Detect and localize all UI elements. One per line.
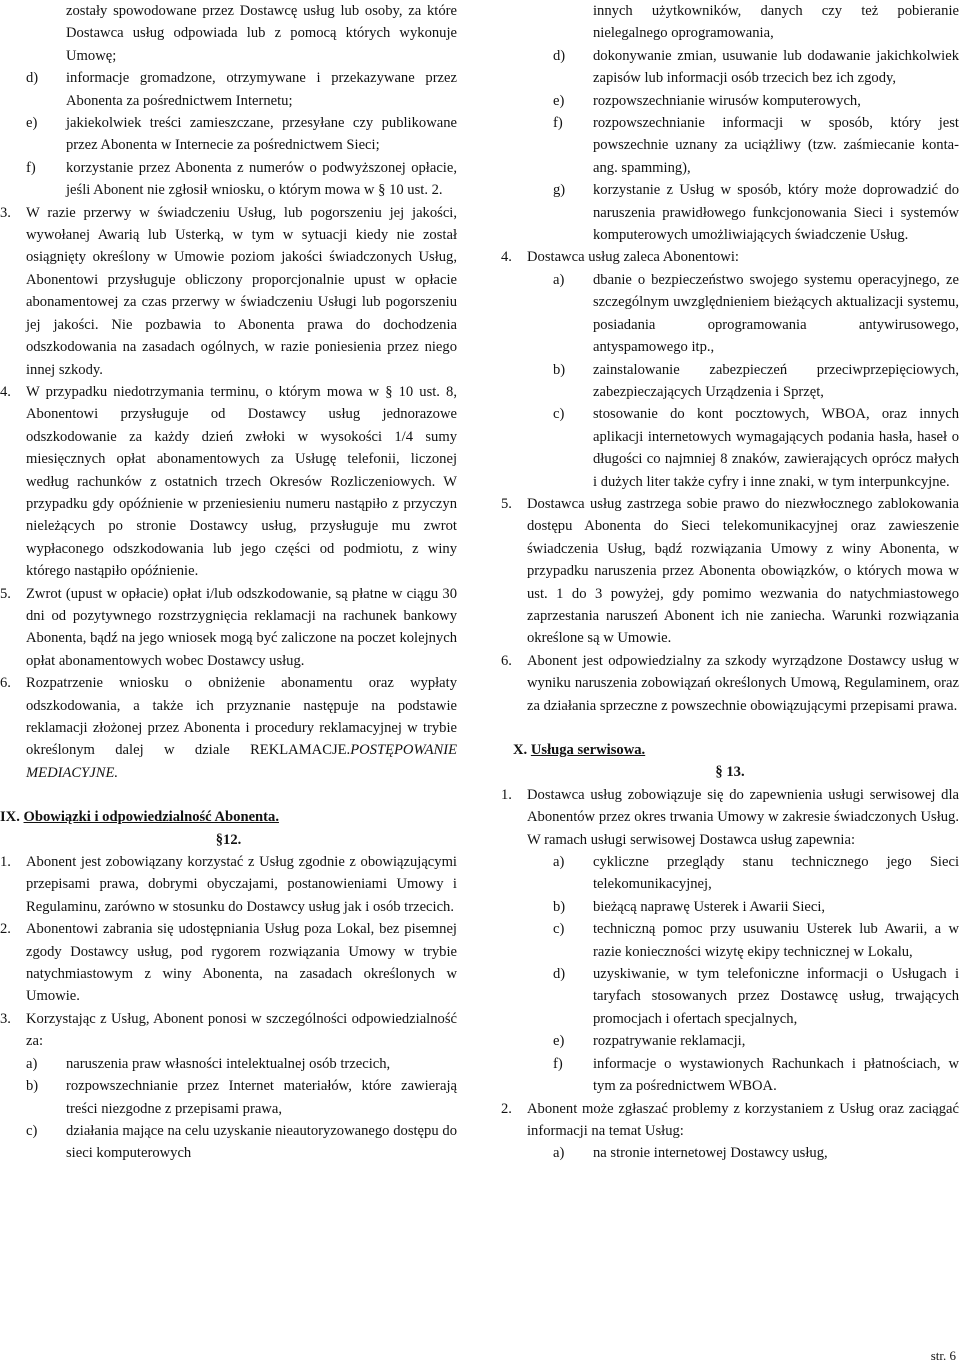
item-number: 3. — [0, 1010, 11, 1027]
item-text: Abonent jest zobowiązany korzystać z Usług zgodnie z obowiązującymi przepisami prawa, dobrymi obyczajami, postanowieniami Umowy i Regulaminu, zarówno w stosunku do Dostawcy usług jak i osób trzecich. — [26, 854, 457, 915]
sub-text: bieżącą naprawę Usterek i Awarii Sieci, — [593, 898, 826, 915]
sub-label: d) — [553, 47, 566, 64]
paragraph-number: § 13. — [715, 764, 745, 781]
item-number: 1. — [0, 854, 11, 871]
sub-label: c) — [553, 406, 565, 423]
list-item — [0, 583, 457, 673]
sub-item — [553, 403, 959, 493]
item-text: Korzystając z Usług, Abonent ponosi w szczególności odpowiedzialność za: — [26, 1010, 457, 1050]
item-number: 2. — [501, 1100, 512, 1117]
item-text: Abonent jest odpowiedzialny za szkody wyrządzone Dostawcy usług w wyniku naruszenia zobowiązań określonych Umową, Regulaminem, oraz za działania sprzeczne z powszechnie obowiązującymi przepisami prawa. — [527, 652, 959, 714]
sub-label: d) — [553, 966, 566, 983]
section-heading — [501, 739, 959, 761]
sub-item — [26, 1053, 457, 1075]
list-item — [0, 1008, 457, 1053]
sub-label: c) — [26, 1122, 38, 1139]
sub-label: a) — [26, 1055, 38, 1072]
sub-item — [553, 1053, 959, 1098]
page-number: str. 6 — [930, 1347, 956, 1363]
list-item — [0, 672, 457, 784]
list-item — [0, 851, 457, 918]
section-title: Obowiązki i odpowiedzialność Abonenta. — [23, 809, 279, 826]
section-heading — [0, 806, 457, 828]
paragraph-number: §12. — [215, 831, 242, 848]
sub-item — [26, 1075, 457, 1120]
list-item — [501, 493, 959, 650]
sub-label: b) — [26, 1078, 39, 1095]
sub-list — [0, 67, 457, 201]
sub-text: dbanie o bezpieczeństwo swojego systemu operacyjnego, ze szczególnym uwzględnieniem bieżących aktualizacji systemu, posiadania oprogramowania antywirusowego, antyspamowego itp., — [593, 271, 959, 356]
sub-text: dokonywanie zmian, usuwanie lub dodawanie jakichkolwiek zapisów lub informacji osób trzecich bez ich zgody, — [593, 47, 959, 87]
sub-item — [553, 1142, 959, 1164]
sub-text: zainstalowanie zabezpieczeń przeciwprzepięciowych, zabezpieczających Urządzenia i Sprzęt, — [593, 361, 959, 400]
item-number: 4. — [501, 249, 512, 266]
sub-label: d) — [26, 70, 39, 87]
item-text: Dostawca usług zobowiązuje się do zapewnienia usługi serwisowej dla Abonentów przez okres trwania Umowy w zakresie świadczonych Usług. W ramach usługi serwisowej Dostawca usług zapewnia: — [527, 786, 959, 848]
sub-item — [553, 179, 959, 246]
item-number: 6. — [0, 675, 11, 692]
item-number: 6. — [501, 652, 512, 669]
sub-text: korzystanie przez Abonenta z numerów o podwyższonej opłacie, jeśli Abonent nie zgłosił wniosku, o którym mowa w § 10 ust. 2. — [66, 159, 457, 199]
sub-item — [553, 963, 959, 1030]
sub-label: c) — [553, 921, 565, 938]
sub-label: b) — [553, 898, 566, 915]
sub-item — [553, 359, 959, 404]
sub-label: a) — [553, 854, 565, 871]
sub-text: rozpowszechnianie informacji w sposób, który jest powszechnie uznany za uciążliwy (tzw. zaśmiecanie konta- ang. spamming), — [593, 115, 959, 176]
list-item — [0, 918, 457, 1008]
item-number: 5. — [501, 495, 512, 512]
item-text: W przypadku niedotrzymania terminu, o którym mowa w § 10 ust. 8, Abonentowi przysługuje od Dostawcy usług jednorazowe odszkodowanie za każdy dzień zwłoki w wysokości 1/4 sumy miesięcznych opłat abonamentowych za Usługę telefonii, liczonej według rachunków z ostatnich trzech Okresów Rozliczeniowych. W przypadku gdy opóźnienie w przeniesieniu numeru nastąpiło z przyczyn nieleżących po stronie Dostawcy usług, przysługuje mu zwrot wypłaconego odszkodowania lub jego części od podmiotu, z winy którego nastąpiło opóźnienie. — [26, 383, 457, 580]
sub-list — [501, 45, 959, 247]
sub-text: informacje gromadzone, otrzymywane i przekazywane przez Abonenta za pośrednictwem Internetu; — [66, 70, 457, 109]
sub-text: rozpatrywanie reklamacji, — [593, 1033, 746, 1050]
continuation-text: innych użytkowników, danych czy też pobieranie nielegalnego oprogramowania, — [593, 3, 959, 42]
numbered-list — [0, 851, 457, 1053]
sub-item — [553, 269, 959, 359]
item-number: 1. — [501, 786, 512, 803]
item-number: 2. — [0, 921, 11, 938]
list-item — [0, 202, 457, 381]
sub-text: naruszenia praw własności intelektualnej osób trzecich, — [66, 1055, 391, 1072]
section-number: IX. — [0, 809, 20, 826]
item-text: Dostawca usług zaleca Abonentowi: — [527, 249, 739, 266]
section-number: X. — [513, 742, 528, 758]
sub-text: korzystanie z Usług w sposób, który może doprowadzić do naruszenia prawidłowego funkcjonowania Sieci i systemów komputerowych umożliwiających świadczenie Usług. — [593, 182, 959, 244]
sub-label: a) — [553, 271, 565, 288]
numbered-list — [501, 493, 959, 717]
sub-text: działania mające na celu uzyskanie nieautoryzowanego dostępu do sieci komputerowych — [66, 1122, 457, 1162]
sub-item — [26, 112, 457, 157]
sub-item — [553, 90, 959, 112]
sub-label: e) — [26, 115, 38, 132]
sub-list — [501, 1142, 959, 1164]
sub-text: na stronie internetowej Dostawcy usług, — [593, 1145, 828, 1162]
continuation-text: zostały spowodowane przez Dostawcę usług lub osoby, za które Dostawca usług odpowiada lub z pomocą których wykonuje Umowę; — [66, 3, 457, 64]
item-text: Abonentowi zabrania się udostępniania Usług poza Lokal, bez pisemnej zgody Dostawcy usług, pod rygorem rozwiązania Umowy w trybie natychmiastowym z winy Abonenta, na zasadach określonych w Umowie. — [26, 921, 457, 1005]
item-text: W razie przerwy w świadczeniu Usług, lub pogorszeniu jej jakości, wywołanej Awarią lub Usterką, w tym w sytuacji kiedy nie został osiągnięty określony w Umowie poziom jakości świadczonych Usług, Abonentowi przysługuje obliczony proporcjonalnie upust w opłacie abonamentowej za czas przerwy w świadczeniu Usługi lub pogorszeniu jej jakości. Nie pozbawia to Abonenta prawa do dochodzenia odszkodowania na zasadach ogólnych, w razie poniesienia przez niego innej szkody. — [26, 204, 457, 378]
item-text: Zwrot (upust w opłacie) opłat i/lub odszkodowanie, są płatne w ciągu 30 dni od pozytywnego rozstrzygnięcia reklamacji na rachunek bankowy Abonenta, bądź na jego wniosek mogą być zaliczone na poczet kolejnych opłat abonamentowych wobec Dostawcy usług. — [26, 585, 457, 669]
sub-item — [553, 112, 959, 179]
right-column — [501, 0, 959, 1165]
sub-item — [26, 1120, 457, 1165]
sub-text: jakiekolwiek treści zamieszczane, przesyłane czy publikowane przez Abonenta w Internecie za pośrednictwem Sieci; — [66, 115, 457, 154]
sub-text: techniczną pomoc przy usuwaniu Usterek lub Awarii, a w razie konieczności wizytę ekipy technicznej w Lokalu, — [593, 921, 959, 960]
sub-label: f) — [26, 159, 36, 176]
list-item — [501, 784, 959, 851]
sub-label: g) — [553, 182, 566, 199]
item-number: 3. — [0, 204, 11, 221]
sub-item — [26, 157, 457, 202]
sub-label: e) — [553, 1033, 565, 1050]
list-item — [501, 246, 959, 268]
item-text: Abonent może zgłaszać problemy z korzystaniem z Usług oraz zaciągać informacji na temat Usług: — [527, 1100, 959, 1139]
sub-label: f) — [553, 1055, 563, 1072]
sub-item — [26, 67, 457, 112]
item-text: Dostawca usług zastrzega sobie prawo do niezwłocznego zablokowania dostępu Abonenta do Sieci telekomunikacyjnej oraz zawieszenie świadczenia Usług, bądź rozwiązania Umowy z winy Abonenta, w przypadku naruszenia przez Abonenta obowiązków, o których mowa w ust. 1 do 3 powyżej, gdy pomimo wezwania do natychmiastowego zaprzestania naruszeń Abonent ich nie zaniecha. Warunki rozwiązania określone są w Umowie. — [527, 495, 959, 647]
item-text-italic: POSTĘPOWANIE MEDIACYJNE. — [26, 742, 457, 781]
sub-text: uzyskiwanie, w tym telefoniczne informacji o Usługach i taryfach stosowanych przez Dostawcę usług, trwających promocjach i ofertach specjalnych, — [593, 966, 959, 1027]
sub-list — [0, 1053, 457, 1165]
item-number: 5. — [0, 585, 11, 602]
item-text: Rozpatrzenie wniosku o obniżenie abonamentu oraz wypłaty odszkodowania, a także ich przyznanie następuje na podstawie reklamacji złożonej przez Abonenta i procedury reklamacyjnej w trybie określonym dalej w dziale REKLAMACJE. — [26, 675, 457, 759]
sub-text: stosowanie do kont pocztowych, WBOA, oraz innych aplikacji internetowych wymagających podania hasła, haseł o długości co najmniej 8 znaków, zawierających oprócz małych i dużych liter także cyfry i inne znaki, w tym interpunkcyjne. — [593, 406, 959, 490]
sub-item — [553, 1030, 959, 1052]
sub-text: cykliczne przeglądy stanu technicznego jego Sieci telekomunikacyjnej, — [593, 854, 959, 893]
sub-label: a) — [553, 1145, 565, 1162]
sub-text: informacje o wystawionych Rachunkach i płatnościach, w tym za pośrednictwem WBOA. — [593, 1055, 959, 1095]
sub-item — [553, 45, 959, 90]
list-item — [501, 1098, 959, 1143]
sub-label: e) — [553, 92, 565, 109]
left-column — [0, 0, 457, 1165]
numbered-list — [0, 202, 457, 785]
sub-label: f) — [553, 115, 563, 132]
sub-text: rozpowszechnianie przez Internet materiałów, które zawierają treści niezgodne z przepisami prawa, — [66, 1078, 457, 1117]
list-item — [0, 381, 457, 583]
sub-label: b) — [553, 361, 566, 378]
sub-list — [501, 269, 959, 493]
sub-list — [501, 851, 959, 1097]
item-number: 4. — [0, 383, 11, 400]
sub-item — [553, 918, 959, 963]
sub-text: rozpowszechnianie wirusów komputerowych, — [593, 92, 861, 109]
list-item — [501, 650, 959, 717]
sub-item — [553, 896, 959, 918]
sub-item — [553, 851, 959, 896]
section-title: Usługa serwisowa. — [530, 742, 646, 758]
